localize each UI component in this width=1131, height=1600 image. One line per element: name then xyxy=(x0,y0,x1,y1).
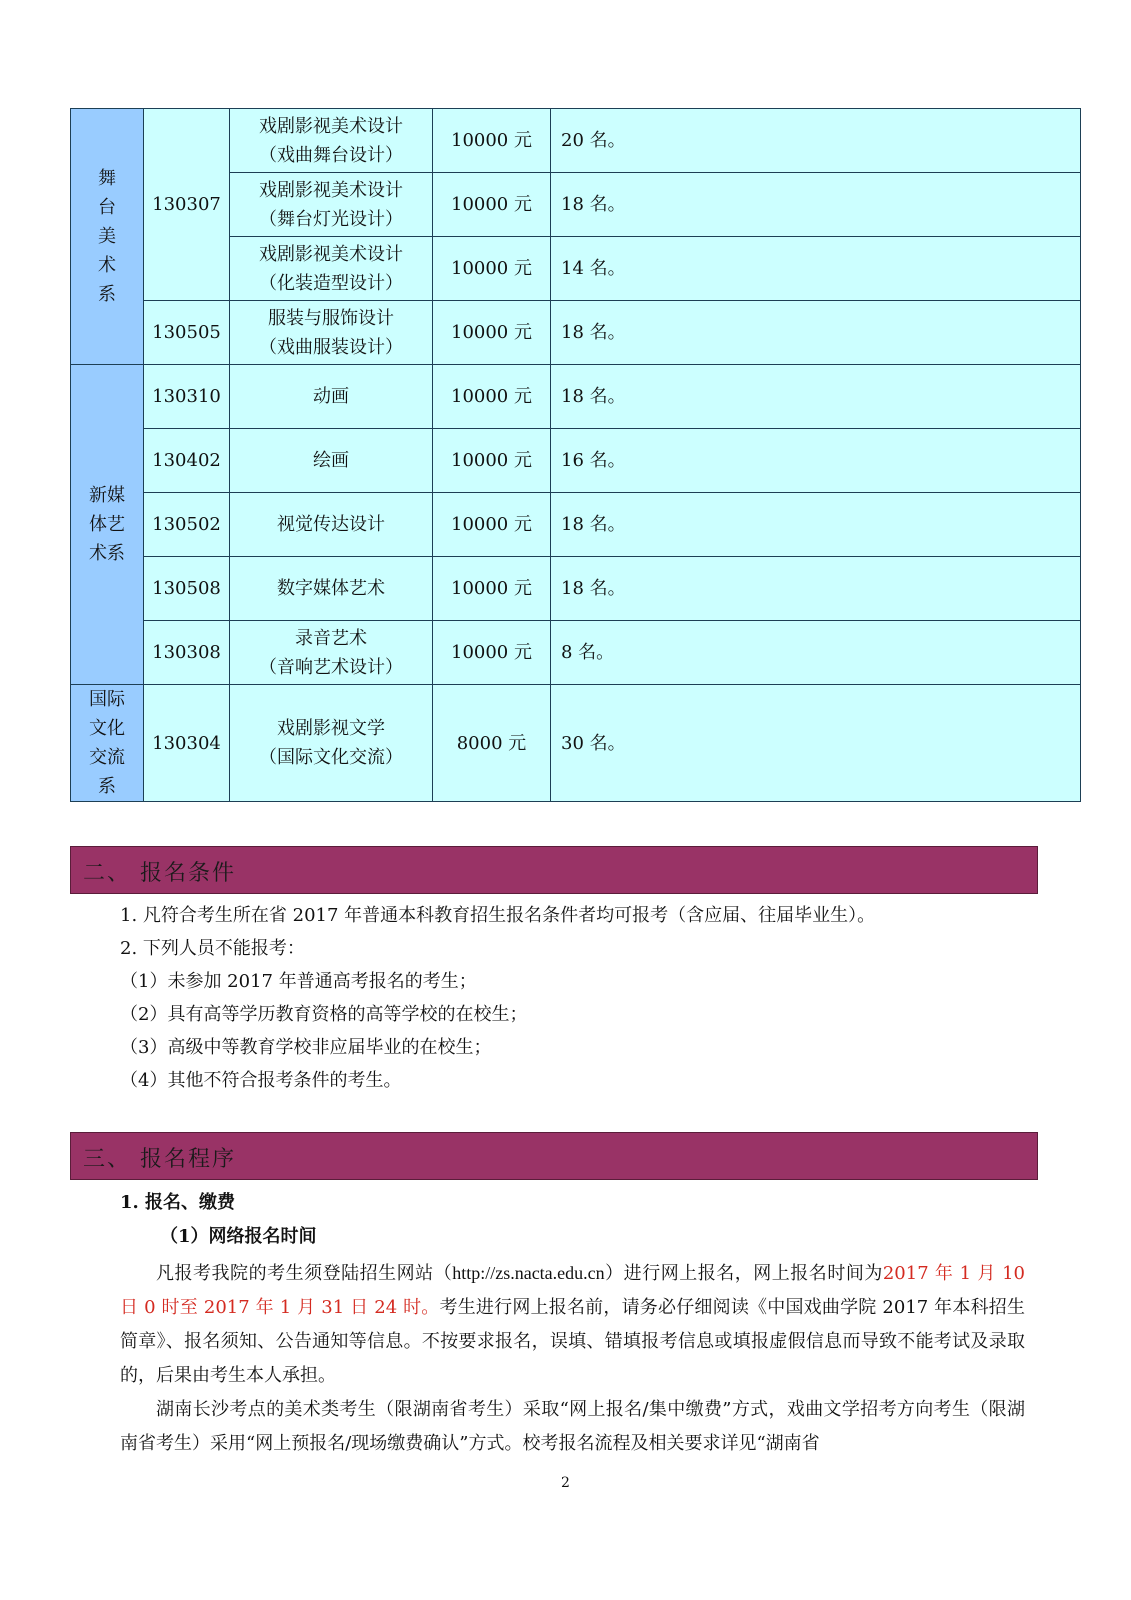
subheading-registration-payment: 1. 报名、缴费 xyxy=(120,1192,236,1213)
fee-cell: 10000 元 xyxy=(433,429,551,493)
table-row xyxy=(71,301,1081,365)
major-cell: 服装与服饰设计 （戏曲服装设计） xyxy=(230,301,433,365)
fee-cell: 10000 元 xyxy=(433,621,551,685)
section-title: 二、 报名条件 xyxy=(83,861,236,886)
count-cell: 14 名。 xyxy=(551,237,1081,301)
count-cell: 18 名。 xyxy=(551,365,1081,429)
fee-cell: 10000 元 xyxy=(433,109,551,173)
fee-cell: 8000 元 xyxy=(433,685,551,802)
major-cell: 戏剧影视美术设计 （戏曲舞台设计） xyxy=(230,109,433,173)
subheading-online-registration-time: （1）网络报名时间 xyxy=(160,1226,317,1247)
code-cell: 130307 xyxy=(144,109,230,301)
registration-period: 2017 年 1 月 10 日 0 时至 2017 年 1 月 31 日 24 时。 xyxy=(120,1263,1025,1318)
major-cell: 数字媒体艺术 xyxy=(230,557,433,621)
code-cell: 130310 xyxy=(144,365,230,429)
dept-cell: 舞台美术系 xyxy=(71,109,144,365)
major-cell: 戏剧影视美术设计 （化装造型设计） xyxy=(230,237,433,301)
count-cell: 18 名。 xyxy=(551,557,1081,621)
dept-cell: 国际文化交流系 xyxy=(71,685,144,802)
count-cell: 18 名。 xyxy=(551,301,1081,365)
code-cell: 130508 xyxy=(144,557,230,621)
table-row xyxy=(71,429,1081,493)
major-cell: 戏剧影视美术设计 （舞台灯光设计） xyxy=(230,173,433,237)
condition-item: （3）高级中等教育学校非应届毕业的在校生； xyxy=(120,1037,492,1058)
table-row xyxy=(71,557,1081,621)
dept-cell: 新媒体艺术系 xyxy=(71,365,144,685)
major-cell: 视觉传达设计 xyxy=(230,493,433,557)
table-row xyxy=(71,109,1081,173)
section-title: 三、 报名程序 xyxy=(83,1147,236,1172)
condition-item: 2. 下列人员不能报考： xyxy=(120,938,305,959)
major-cell: 绘画 xyxy=(230,429,433,493)
page-number: 2 xyxy=(561,1475,570,1491)
table-row xyxy=(71,621,1081,685)
code-cell: 130505 xyxy=(144,301,230,365)
code-cell: 130308 xyxy=(144,621,230,685)
condition-item: （1）未参加 2017 年普通高考报名的考生； xyxy=(120,971,477,992)
major-cell: 录音艺术 （音响艺术设计） xyxy=(230,621,433,685)
table-row xyxy=(71,685,1081,802)
count-cell: 16 名。 xyxy=(551,429,1081,493)
fee-cell: 10000 元 xyxy=(433,173,551,237)
count-cell: 20 名。 xyxy=(551,109,1081,173)
table-row xyxy=(71,493,1081,557)
count-cell: 18 名。 xyxy=(551,173,1081,237)
majors-table xyxy=(70,108,1081,802)
paragraph-online-registration: 凡报考我院的考生须登陆招生网站（http://zs.nacta.edu.cn）进行网上报名，网上报名时间为2017 年 1 月 10 日 0 时至 2017 年 1 月 31 日 24 时。考生进行网上报名前，请务必仔细阅读《中国戏曲学院 2017 年本科招生简章》、报名须知、公告通知等信息。不按要求报名，误填、错填报考信息或填报虚假信息而导致不能考试及录取的，后果由考生本人承担。 湖南长沙考点的美术类考生（限湖南省考生）采取“网上报名/集中缴费”方式，戏曲文学招考方向考生（限湖南省考生）采用“网上预报名/现场缴费确认”方式。校考报名流程及相关要求详见“湖南省 xyxy=(120,1256,1025,1461)
fee-cell: 10000 元 xyxy=(433,237,551,301)
website-link[interactable]: http://zs.nacta.edu.cn xyxy=(452,1263,605,1283)
section-header-registration-conditions xyxy=(70,846,1038,894)
condition-item: （2）具有高等学历教育资格的高等学校的在校生； xyxy=(120,1004,528,1025)
fee-cell: 10000 元 xyxy=(433,365,551,429)
count-cell: 8 名。 xyxy=(551,621,1081,685)
paragraph-hunan-site: 湖南长沙考点的美术类考生（限湖南省考生）采取“网上报名/集中缴费”方式，戏曲文学招考方向考生（限湖南省考生）采用“网上预报名/现场缴费确认”方式。校考报名流程及相关要求详见“湖南省 xyxy=(120,1399,1025,1454)
fee-cell: 10000 元 xyxy=(433,493,551,557)
condition-item: （4）其他不符合报考条件的考生。 xyxy=(120,1070,402,1091)
code-cell: 130304 xyxy=(144,685,230,802)
code-cell: 130402 xyxy=(144,429,230,493)
table-row xyxy=(71,365,1081,429)
fee-cell: 10000 元 xyxy=(433,557,551,621)
count-cell: 30 名。 xyxy=(551,685,1081,802)
count-cell: 18 名。 xyxy=(551,493,1081,557)
condition-item: 1. 凡符合考生所在省 2017 年普通本科教育招生报名条件者均可报考（含应届、往届毕业生）。 xyxy=(120,905,876,926)
code-cell: 130502 xyxy=(144,493,230,557)
major-cell: 戏剧影视文学 （国际文化交流） xyxy=(230,685,433,802)
fee-cell: 10000 元 xyxy=(433,301,551,365)
major-cell: 动画 xyxy=(230,365,433,429)
section-header-registration-procedure xyxy=(70,1132,1038,1180)
